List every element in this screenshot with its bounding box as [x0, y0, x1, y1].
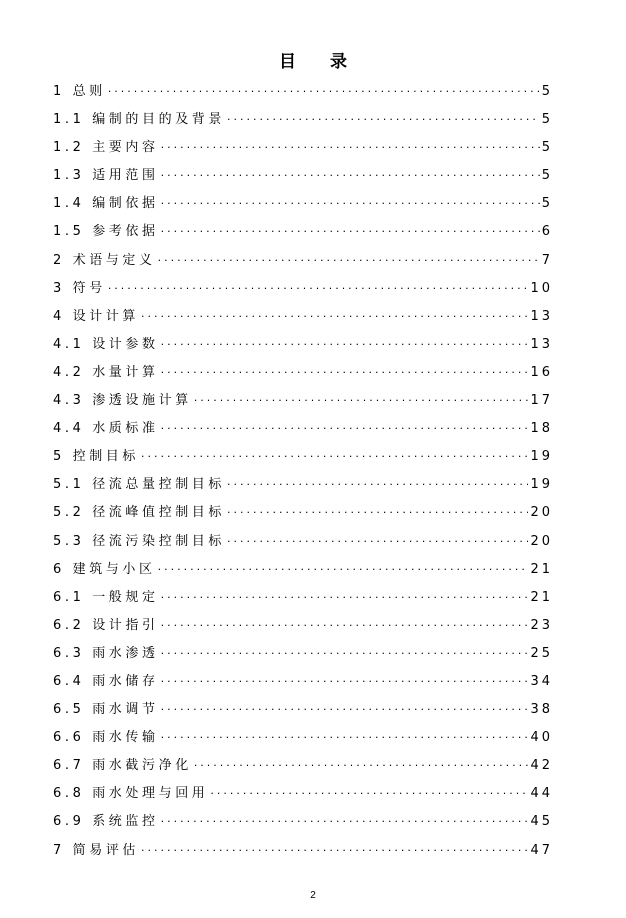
- toc-entry-label: 5 控制目标: [53, 449, 140, 465]
- toc-entry[interactable]: [53, 642, 553, 670]
- toc-entry-page: 5: [541, 196, 553, 212]
- toc-entry-page: 18: [530, 421, 553, 437]
- toc-entry-page: 34: [530, 673, 553, 689]
- toc-leader-dots: [194, 394, 529, 407]
- toc-leader-dots: [141, 844, 528, 857]
- toc-entry-label: 6.7 雨水截污净化: [53, 758, 192, 774]
- toc-entry[interactable]: [53, 810, 553, 838]
- toc-entry[interactable]: [53, 192, 553, 220]
- toc-leader-dots: [161, 169, 540, 182]
- toc-entry-label: 6 建筑与小区: [53, 561, 156, 577]
- toc-entry-page: 47: [530, 842, 553, 858]
- toc-entry-label: 6.6 雨水传输: [53, 730, 159, 746]
- page-title: 目 录: [279, 52, 361, 72]
- toc-entry-label: 1.4 编制依据: [53, 196, 159, 212]
- toc-entry-page: 40: [530, 730, 553, 746]
- toc-entry-page: 44: [530, 786, 553, 802]
- toc-entry[interactable]: [53, 782, 553, 810]
- toc-leader-dots: [161, 141, 540, 154]
- toc-leader-dots: [227, 113, 540, 126]
- toc-entry-page: 5: [541, 140, 553, 156]
- toc-entry-label: 1.3 适用范围: [53, 168, 159, 184]
- toc-leader-dots: [161, 815, 529, 828]
- toc-entry-page: 5: [541, 112, 553, 128]
- toc-entry-page: 19: [530, 477, 553, 493]
- toc-leader-dots: [158, 563, 529, 576]
- toc-leader-dots: [161, 197, 540, 210]
- toc-leader-dots: [227, 535, 528, 548]
- toc-entry-label: 6.3 雨水渗透: [53, 645, 159, 661]
- toc-entry-label: 6.1 一般规定: [53, 589, 159, 605]
- toc-leader-dots: [161, 703, 529, 716]
- toc-entry-page: 23: [530, 617, 553, 633]
- toc-leader-dots: [108, 85, 540, 98]
- toc-entry[interactable]: [53, 333, 553, 361]
- toc-leader-dots: [141, 310, 528, 323]
- toc-leader-dots: [161, 422, 529, 435]
- toc-entry-label: 1.1 编制的目的及背景: [53, 112, 226, 128]
- toc-entry[interactable]: [53, 389, 553, 417]
- toc-entry-label: 6.8 雨水处理与回用: [53, 786, 209, 802]
- toc-leader-dots: [161, 647, 529, 660]
- toc-leader-dots: [161, 619, 529, 632]
- toc-leader-dots: [158, 254, 540, 267]
- page-number: 2: [310, 890, 316, 901]
- toc-entry-label: 2 术语与定义: [53, 252, 156, 268]
- toc-entry-page: 6: [541, 224, 553, 240]
- toc-entry[interactable]: [53, 164, 553, 192]
- toc-leader-dots: [161, 731, 529, 744]
- toc-leader-dots: [161, 591, 529, 604]
- toc-entry[interactable]: [53, 501, 553, 529]
- toc-entry[interactable]: [53, 726, 553, 754]
- toc-entry-label: 1 总则: [53, 84, 106, 99]
- toc-leader-dots: [161, 675, 529, 688]
- toc-leader-dots: [227, 506, 528, 519]
- toc-leader-dots: [161, 366, 529, 379]
- toc-entry[interactable]: [53, 754, 553, 782]
- toc-entry-page: 7: [541, 252, 553, 268]
- toc-entry[interactable]: [53, 530, 553, 558]
- toc-entry[interactable]: [53, 136, 553, 164]
- toc-entry-label: 4.4 水质标准: [53, 421, 159, 437]
- toc-entry-page: 19: [530, 449, 553, 465]
- toc-entry-label: 1.5 参考依据: [53, 224, 159, 240]
- toc-entry[interactable]: [53, 108, 553, 136]
- table-of-contents: [53, 80, 553, 867]
- toc-entry[interactable]: [53, 445, 553, 473]
- toc-leader-dots: [194, 759, 529, 772]
- toc-leader-dots: [161, 338, 529, 351]
- toc-entry[interactable]: [53, 614, 553, 642]
- toc-entry-page: 21: [530, 561, 553, 577]
- toc-entry[interactable]: [53, 558, 553, 586]
- toc-entry[interactable]: [53, 586, 553, 614]
- toc-entry-label: 6.4 雨水储存: [53, 673, 159, 689]
- toc-entry[interactable]: [53, 417, 553, 445]
- toc-entry-page: 21: [530, 589, 553, 605]
- toc-entry-label: 5.2 径流峰值控制目标: [53, 505, 226, 521]
- toc-entry[interactable]: [53, 249, 553, 277]
- toc-entry-label: 4.2 水量计算: [53, 364, 159, 380]
- toc-entry[interactable]: [53, 361, 553, 389]
- toc-entry-page: 20: [530, 533, 553, 549]
- toc-entry[interactable]: [53, 277, 553, 305]
- toc-leader-dots: [161, 225, 540, 238]
- toc-entry-page: 13: [530, 308, 553, 324]
- toc-entry-page: 16: [530, 364, 553, 380]
- toc-entry-label: 3 符号: [53, 280, 106, 296]
- toc-entry-label: 6.2 设计指引: [53, 617, 159, 633]
- toc-entry[interactable]: [53, 220, 553, 248]
- toc-entry-label: 5.3 径流污染控制目标: [53, 533, 226, 549]
- toc-entry-page: 25: [530, 645, 553, 661]
- toc-entry-page: 42: [530, 758, 553, 774]
- toc-entry[interactable]: [53, 473, 553, 501]
- toc-entry-label: 6.5 雨水调节: [53, 702, 159, 718]
- toc-entry-page: 13: [530, 336, 553, 352]
- toc-entry-label: 4.3 渗透设施计算: [53, 393, 192, 409]
- toc-entry-page: 38: [530, 702, 553, 718]
- toc-entry[interactable]: [53, 670, 553, 698]
- toc-entry-page: 5: [541, 168, 553, 184]
- toc-entry-label: 4.1 设计参数: [53, 336, 159, 352]
- toc-entry[interactable]: [53, 698, 553, 726]
- toc-leader-dots: [108, 282, 529, 295]
- toc-entry-page: 17: [530, 393, 553, 409]
- toc-entry[interactable]: [53, 839, 553, 867]
- toc-entry-page: 5: [541, 84, 553, 99]
- toc-leader-dots: [210, 787, 528, 800]
- toc-leader-dots: [141, 450, 528, 463]
- toc-entry[interactable]: [53, 80, 553, 108]
- toc-entry-label: 5.1 径流总量控制目标: [53, 477, 226, 493]
- toc-entry-label: 4 设计计算: [53, 308, 140, 324]
- toc-entry[interactable]: [53, 305, 553, 333]
- toc-entry-page: 45: [530, 814, 553, 830]
- toc-entry-label: 1.2 主要内容: [53, 140, 159, 156]
- toc-entry-page: 20: [530, 505, 553, 521]
- toc-entry-label: 6.9 系统监控: [53, 814, 159, 830]
- toc-entry-label: 7 简易评估: [53, 842, 140, 858]
- toc-leader-dots: [227, 478, 528, 491]
- toc-entry-page: 10: [530, 280, 553, 296]
